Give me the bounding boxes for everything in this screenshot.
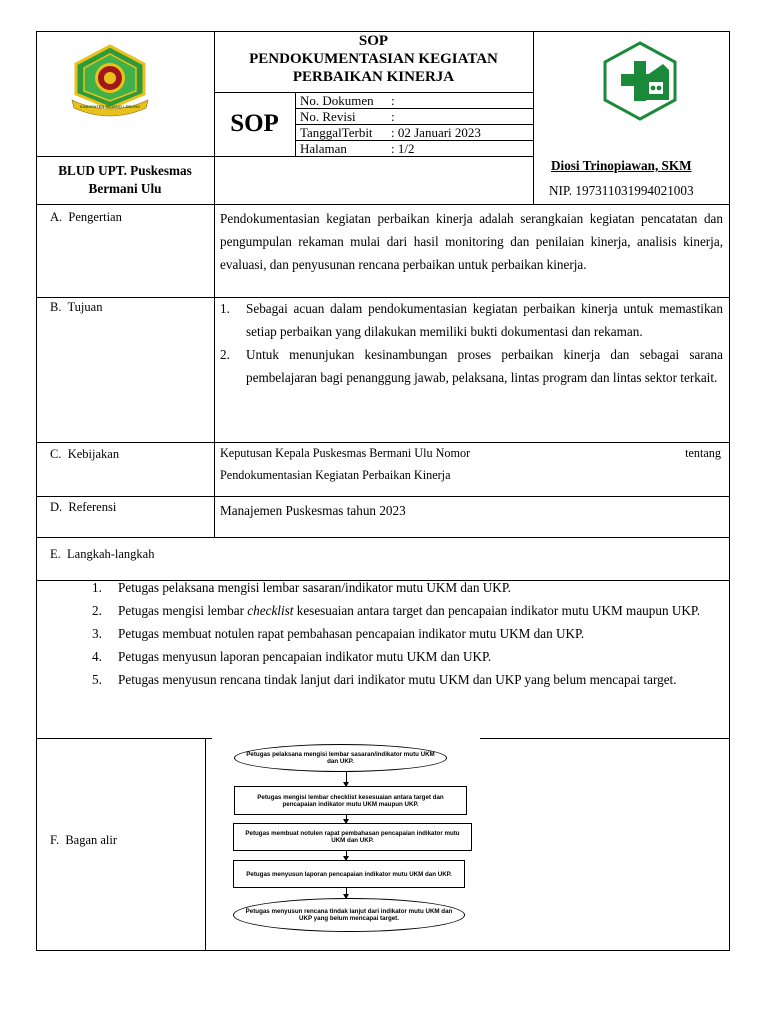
meta-no-dokumen-value: : <box>391 93 395 108</box>
section-a-text: Pendokumentasian kegiatan perbaikan kinerja adalah serangkaian kegiatan pencatatan dan pengumpulan rekaman mulai dari hasil monitoring dan penilaian kinerja, analisis kinerja, evaluasi, dan penyusunan rencana perbaikan untuk perbaikan kinerja. <box>220 211 723 272</box>
section-c-label: C. Kebijakan <box>50 447 120 461</box>
section-d-label: D. Referensi <box>50 500 117 514</box>
title-line-1: SOP <box>358 33 389 49</box>
title-line-3: PERBAIKAN KINERJA <box>292 69 455 85</box>
list-item <box>92 599 722 622</box>
flow-arrow <box>346 888 347 898</box>
title-line-2: PENDOKUMENTASIAN KEGIATAN <box>249 51 498 67</box>
list-item-text: Sebagai acuan dalam pendokumentasian kegiatan perbaikan kinerja untuk memastikan setiap perbaikan yang dilakukan memiliki bukti dokumentasi dan rekaman. <box>246 301 723 339</box>
puskesmas-logo-icon <box>599 40 681 122</box>
flow-arrow <box>346 851 347 860</box>
org-name <box>36 162 214 198</box>
list-item-number: 2. <box>92 603 102 618</box>
list-item <box>220 297 723 343</box>
list-item-number: 3. <box>92 626 102 641</box>
list-item-text: Petugas membuat notulen rapat pembahasan pencapaian indikator mutu UKM dan UKP. <box>118 626 585 641</box>
list-item-number: 5. <box>92 672 102 687</box>
section-c-line1 <box>220 446 721 461</box>
list-item-text: Petugas mengisi lembar <box>118 603 248 618</box>
list-item-number: 2. <box>220 347 230 362</box>
list-item-number: 1. <box>92 580 102 595</box>
org-line-1: BLUD UPT. Puskesmas <box>58 163 192 178</box>
meta-no-dokumen-label: No. Dokumen <box>300 93 374 108</box>
flowchart-start: Petugas pelaksana mengisi lembar sasaran/indikator mutu UKM dan UKP. <box>234 744 447 772</box>
section-b-label: B. Tujuan <box>50 300 103 314</box>
list-item-number: 1. <box>220 301 230 316</box>
list-item-italic: checklist <box>247 603 294 618</box>
section-b-list <box>220 297 723 389</box>
list-item-text: Petugas menyusun rencana tindak lanjut dari indikator mutu UKM dan UKP yang belum mencapai target. <box>118 672 677 687</box>
list-item <box>220 343 723 389</box>
meta-tanggal-value: : 02 Januari 2023 <box>391 125 481 140</box>
meta-no-revisi-value: : <box>391 109 395 124</box>
meta-tanggal-label: TanggalTerbit <box>300 125 373 140</box>
section-d-text: Manajemen Puskesmas tahun 2023 <box>220 503 406 518</box>
section-e-label: E. Langkah-langkah <box>50 547 155 561</box>
flow-arrow <box>346 815 347 823</box>
meta-halaman-label: Halaman <box>300 141 347 156</box>
list-item <box>92 622 722 645</box>
list-item-text: kesesuaian antara target dan pencapaian indikator mutu UKM maupun UKP. <box>293 603 701 618</box>
document-title <box>214 32 533 86</box>
section-f-label: F. Bagan alir <box>50 833 118 847</box>
flowchart-end: Petugas menyusun rencana tindak lanjut dari indikator mutu UKM dan UKP yang belum mencapai target. <box>233 898 465 932</box>
kebijakan-text: Keputusan Kepala Puskesmas Bermani Ulu Nomor <box>220 446 471 460</box>
signer-name: Diosi Trinopiawan, SKM <box>551 158 692 173</box>
org-line-2: Bermani Ulu <box>88 181 162 196</box>
list-item-text: Petugas pelaksana mengisi lembar sasaran/indikator mutu UKM dan UKP. <box>118 580 511 595</box>
section-c-line2: Pendokumentasian Kegiatan Perbaikan Kinerja <box>220 468 451 482</box>
kebijakan-tentang: tentang <box>685 446 721 460</box>
sop-label: SOP <box>230 110 279 137</box>
list-item-number: 4. <box>92 649 102 664</box>
signer-nip: NIP. 197311031994021003 <box>549 183 694 198</box>
meta-no-revisi-label: No. Revisi <box>300 109 356 124</box>
list-item <box>92 668 722 691</box>
flowchart-step-4: Petugas menyusun laporan pencapaian indikator mutu UKM dan UKP. <box>233 860 465 888</box>
section-a-label: A. Pengertian <box>50 210 122 224</box>
list-item <box>92 645 722 668</box>
meta-halaman-value: : 1/2 <box>391 141 415 156</box>
flowchart-step-2: Petugas mengisi lembar checklist kesesuaian antara target dan pencapaian indikator mutu UKM maupun UKP. <box>234 786 467 815</box>
section-e-list <box>92 576 722 691</box>
list-item <box>92 576 722 599</box>
logo-right <box>599 40 681 122</box>
flow-arrow <box>346 772 347 786</box>
flowchart-step-3: Petugas membuat notulen rapat pembahasan pencapaian indikator mutu UKM dan UKP. <box>233 823 472 851</box>
list-item-text: Petugas menyusun laporan pencapaian indikator mutu UKM dan UKP. <box>118 649 492 664</box>
logo-left-banner-text: KABUPATEN REJANG LEBONG <box>79 104 141 109</box>
list-item-text: Untuk menunjukan kesinambungan proses perbaikan kinerja dan sebagai sarana pembelajaran bagi penanggung jawab, pelaksana, lintas program dan lintas sektor terkait. <box>246 347 723 385</box>
